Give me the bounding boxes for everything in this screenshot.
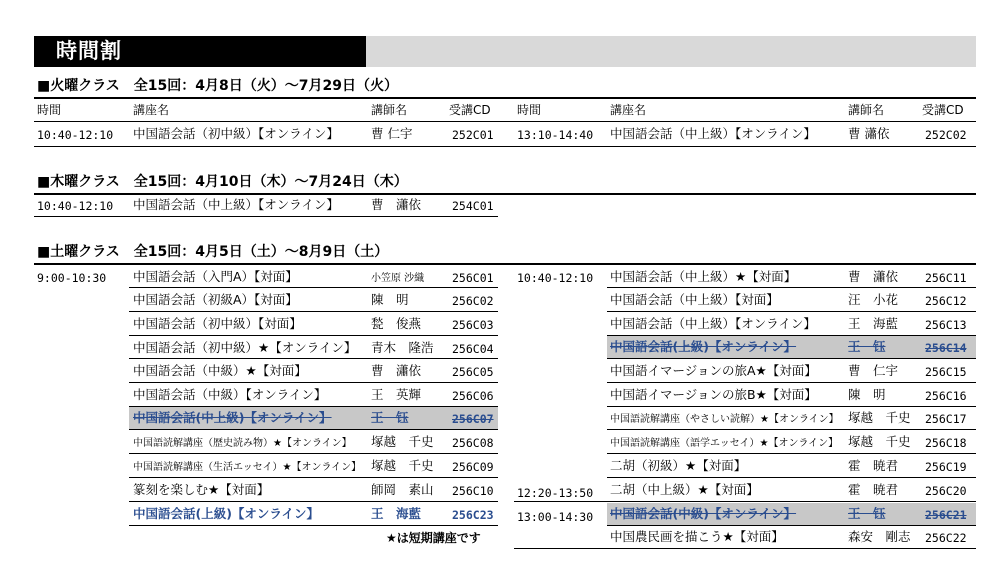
course-name: 中国語会話（初中級）★【オンライン】 <box>133 340 357 355</box>
divider <box>129 335 498 336</box>
divider <box>607 406 976 407</box>
time-slot: 13:10-14:40 <box>517 128 594 142</box>
course-code: 256C17 <box>925 412 967 426</box>
cancelled-course-name: 中国語会話(中上級)【オンライン】 <box>133 410 332 425</box>
divider <box>607 382 976 383</box>
time-slot: 10:40-12:10 <box>37 128 114 142</box>
course-code: 256C22 <box>925 531 967 545</box>
time-slot: 10:40-12:10 <box>37 199 114 213</box>
teacher-name: 青木 隆浩 <box>371 340 434 355</box>
time-slot: 9:00-10:30 <box>37 271 107 285</box>
course-name: 中国語会話（中上級）【対面】 <box>610 292 779 307</box>
header-teacher: 講師名 <box>848 103 885 117</box>
teacher-name: 汪 小花 <box>848 292 899 307</box>
divider <box>34 263 976 265</box>
title-banner <box>34 36 976 67</box>
header-time: 時間 <box>517 103 542 117</box>
time-slot: 13:00-14:30 <box>517 510 594 524</box>
teacher-name: 王 英輝 <box>371 387 422 402</box>
thursday-heading: ■木曜クラス 全15回：4月10日（木）～7月24日（木） <box>37 174 408 190</box>
course-code: 256C09 <box>452 460 494 474</box>
cancelled-teacher-name: 王 钰 <box>848 339 886 354</box>
course-name: 二胡（中上級）★【対面】 <box>610 482 759 497</box>
header-code: 受講CD <box>922 103 964 117</box>
cancelled-teacher-name: 王 钰 <box>848 506 886 521</box>
teacher-name: 曹 仁宇 <box>848 363 899 378</box>
divider <box>129 287 498 288</box>
divider <box>607 501 976 502</box>
teacher-name: 曹 瀟依 <box>371 197 422 212</box>
teacher-name: 甃 俊燕 <box>371 316 422 331</box>
divider <box>129 453 498 454</box>
course-code: 256C03 <box>452 318 494 332</box>
divider <box>607 287 976 288</box>
course-name: 中国語イマージョンの旅A★【対面】 <box>610 363 817 378</box>
course-code: 256C01 <box>452 271 494 285</box>
cancelled-teacher-name: 王 钰 <box>371 410 409 425</box>
header-course: 講座名 <box>133 103 170 117</box>
teacher-name: 曹 瀟依 <box>848 126 890 141</box>
page-title: 時間割 <box>34 36 366 67</box>
cancelled-course-code: 256C14 <box>925 341 967 355</box>
course-name: 中国語読解講座（歴史読み物）★【オンライン】 <box>133 438 352 449</box>
teacher-name: 霍 暁君 <box>848 482 899 497</box>
course-code: 256C13 <box>925 318 967 332</box>
teacher-name: 塚越 千史 <box>371 434 434 449</box>
divider <box>129 477 498 478</box>
course-name: 中国語読解講座（生活エッセイ）★【オンライン】 <box>133 462 362 473</box>
short-course-note: ★は短期講座です <box>386 531 481 545</box>
header-code: 受講CD <box>449 103 491 117</box>
course-code: 256C20 <box>925 484 967 498</box>
teacher-name: 王 海藍 <box>848 316 899 331</box>
divider <box>607 429 976 430</box>
teacher-name: 曹 瀟依 <box>848 269 899 284</box>
saturday-heading: ■土曜クラス 全15回：4月5日（土）～8月9日（土） <box>37 244 389 260</box>
divider <box>607 477 976 478</box>
teacher-name: 森安 剛志 <box>848 529 911 544</box>
course-name: 中国語会話（初中級）【オンライン】 <box>133 126 339 141</box>
teacher-name: 王 海藍 <box>371 506 422 521</box>
course-code: 256C11 <box>925 271 967 285</box>
divider <box>607 311 976 312</box>
divider <box>34 97 976 99</box>
divider <box>34 193 976 195</box>
course-code: 256C04 <box>452 342 494 356</box>
divider <box>129 382 498 383</box>
divider <box>607 358 976 359</box>
divider <box>129 311 498 312</box>
course-code: 256C12 <box>925 294 967 308</box>
teacher-name: 曹 仁宇 <box>371 126 413 141</box>
course-name: 中国語会話（初級A）【対面】 <box>133 292 298 307</box>
header-teacher: 講師名 <box>371 103 408 117</box>
course-name: 篆刻を楽しむ★【対面】 <box>133 482 270 497</box>
divider <box>129 501 498 502</box>
teacher-name: 塚越 千史 <box>371 458 434 473</box>
teacher-name: 塚越 千史 <box>848 434 911 449</box>
course-code: 252C02 <box>925 128 967 142</box>
course-name: 中国語会話（中上級）★【対面】 <box>610 269 797 284</box>
divider <box>34 121 976 122</box>
cancelled-course-name: 中国語会話(中級)【オンライン】 <box>610 506 797 521</box>
course-code: 256C06 <box>452 389 494 403</box>
divider <box>607 453 976 454</box>
header-course: 講座名 <box>610 103 647 117</box>
time-slot: 10:40-12:10 <box>517 271 594 285</box>
course-name: 中国語会話（中上級）【オンライン】 <box>610 126 816 141</box>
divider <box>129 525 498 526</box>
course-name: 中国語会話(上級)【オンライン】 <box>133 506 320 521</box>
course-name: 二胡（初級）★【対面】 <box>610 458 747 473</box>
course-code: 256C08 <box>452 436 494 450</box>
divider <box>514 501 607 502</box>
teacher-name: 塚越 千史 <box>848 410 911 425</box>
course-code: 256C10 <box>452 484 494 498</box>
teacher-name: 霍 暁君 <box>848 458 899 473</box>
divider <box>607 525 976 526</box>
divider <box>129 358 498 359</box>
cancelled-course-code: 256C07 <box>452 412 494 426</box>
divider <box>129 406 498 407</box>
divider <box>129 429 498 430</box>
teacher-name: 小笠原 沙織 <box>371 273 425 284</box>
course-code: 256C02 <box>452 294 494 308</box>
course-name: 中国語イマージョンの旅B★【対面】 <box>610 387 817 402</box>
divider <box>34 216 498 217</box>
teacher-name: 師岡 素山 <box>371 482 434 497</box>
course-name: 中国語読解講座（語学エッセイ）★【オンライン】 <box>610 438 839 449</box>
course-code: 256C19 <box>925 460 967 474</box>
teacher-name: 陳 明 <box>371 292 409 307</box>
course-code: 252C01 <box>452 128 494 142</box>
course-code: 256C15 <box>925 365 967 379</box>
course-name: 中国語会話（中級）【オンライン】 <box>133 387 327 402</box>
course-code: 256C18 <box>925 436 967 450</box>
teacher-name: 陳 明 <box>848 387 886 402</box>
time-slot: 12:20-13:50 <box>517 486 594 500</box>
course-name: 中国語会話（中級）★【対面】 <box>133 363 307 378</box>
teacher-name: 曹 瀟依 <box>371 363 422 378</box>
course-name: 中国語会話（中上級）【オンライン】 <box>133 197 339 212</box>
course-name: 中国語読解講座（やさしい読解）★【オンライン】 <box>610 414 839 425</box>
divider <box>34 146 976 147</box>
course-code: 254C01 <box>452 199 494 213</box>
header-time: 時間 <box>37 103 62 117</box>
tuesday-heading: ■火曜クラス 全15回：4月8日（火）～7月29日（火） <box>37 78 398 94</box>
course-name: 中国農民画を描こう★【対面】 <box>610 529 784 544</box>
course-name: 中国語会話（初中級）【対面】 <box>133 316 302 331</box>
course-name: 中国語会話（入門A）【対面】 <box>133 269 298 284</box>
cancelled-course-name: 中国語会話(上級)【オンライン】 <box>610 339 797 354</box>
course-code: 256C23 <box>452 508 494 522</box>
course-code: 256C05 <box>452 365 494 379</box>
divider <box>514 548 976 549</box>
divider <box>607 335 976 336</box>
course-code: 256C16 <box>925 389 967 403</box>
cancelled-course-code: 256C21 <box>925 508 967 522</box>
course-name: 中国語会話（中上級）【オンライン】 <box>610 316 816 331</box>
